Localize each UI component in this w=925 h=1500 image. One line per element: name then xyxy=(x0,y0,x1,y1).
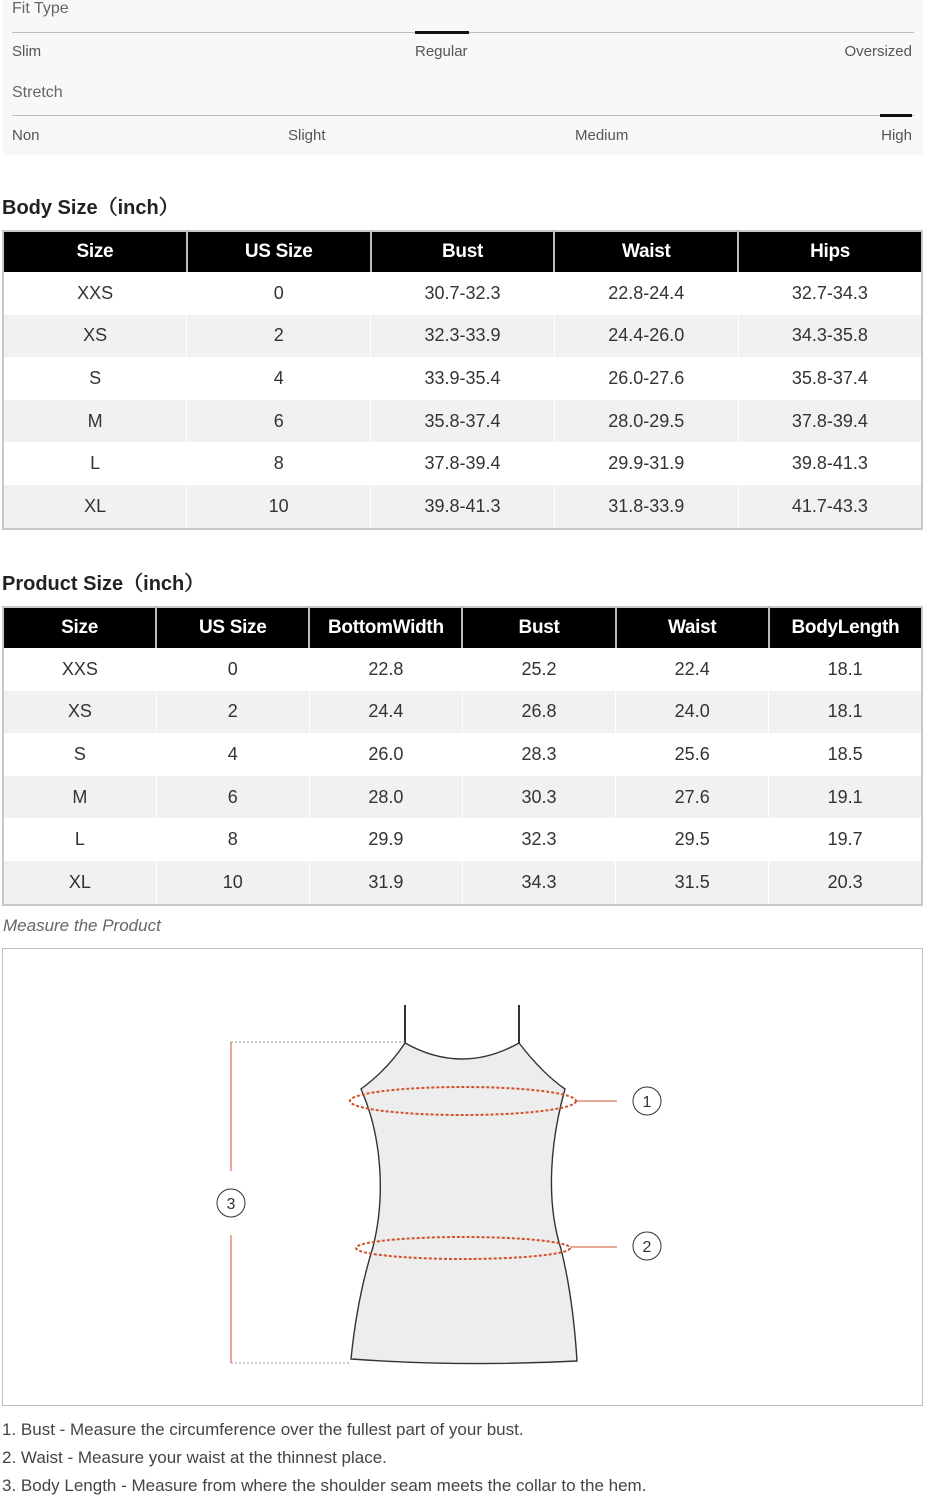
table-cell: 24.0 xyxy=(616,691,769,734)
stretch-marker xyxy=(880,114,912,117)
table-cell: 22.8-24.4 xyxy=(554,272,738,315)
column-header: Bust xyxy=(462,607,615,648)
table-cell: 2 xyxy=(187,315,371,358)
table-row xyxy=(3,776,922,819)
fit-stretch-panel xyxy=(2,0,923,155)
table-row xyxy=(3,733,922,776)
table-cell: 31.5 xyxy=(616,861,769,905)
table-cell: 28.0 xyxy=(309,776,462,819)
table-cell: 32.7-34.3 xyxy=(738,272,922,315)
table-cell: 29.9 xyxy=(309,818,462,861)
table-cell: 39.8-41.3 xyxy=(738,442,922,485)
table-cell: 28.0-29.5 xyxy=(554,400,738,443)
table-cell: 18.1 xyxy=(769,648,922,691)
callout-2-label: 2 xyxy=(642,1239,652,1256)
table-cell: 32.3-33.9 xyxy=(371,315,555,358)
table-cell: 29.5 xyxy=(616,818,769,861)
table-cell: 20.3 xyxy=(769,861,922,905)
column-header: Hips xyxy=(738,231,922,272)
product-size-title: Product Size（inch） xyxy=(2,573,205,595)
table-cell: 24.4 xyxy=(309,691,462,734)
body-size-table xyxy=(2,230,923,530)
callout-1-label: 1 xyxy=(642,1094,652,1111)
column-header: BottomWidth xyxy=(309,607,462,648)
note-body-length: 3. Body Length - Measure from where the shoulder seam meets the collar to the hem. xyxy=(2,1476,647,1495)
table-cell: XS xyxy=(3,691,156,734)
table-cell: 22.8 xyxy=(309,648,462,691)
stretch-option-medium: Medium xyxy=(575,127,629,144)
table-cell: L xyxy=(3,442,187,485)
table-cell: 37.8-39.4 xyxy=(738,400,922,443)
product-size-table xyxy=(2,606,923,906)
column-header: Size xyxy=(3,231,187,272)
table-cell: 34.3-35.8 xyxy=(738,315,922,358)
table-cell: 6 xyxy=(187,400,371,443)
table-cell: 8 xyxy=(187,442,371,485)
table-cell: XL xyxy=(3,485,187,529)
table-cell: 32.3 xyxy=(462,818,615,861)
column-header: US Size xyxy=(187,231,371,272)
table-cell: XL xyxy=(3,861,156,905)
table-cell: 10 xyxy=(156,861,309,905)
measure-diagram xyxy=(2,948,923,1406)
table-cell: 26.0-27.6 xyxy=(554,357,738,400)
column-header: Bust xyxy=(371,231,555,272)
table-cell: M xyxy=(3,400,187,443)
table-row xyxy=(3,272,922,315)
table-cell: 39.8-41.3 xyxy=(371,485,555,529)
table-cell: S xyxy=(3,357,187,400)
table-cell: 0 xyxy=(187,272,371,315)
stretch-title: Stretch xyxy=(12,84,63,101)
table-cell: 19.7 xyxy=(769,818,922,861)
table-cell: 4 xyxy=(187,357,371,400)
table-cell: 22.4 xyxy=(616,648,769,691)
table-cell: XXS xyxy=(3,272,187,315)
tank-top-illustration xyxy=(3,949,922,1405)
table-row xyxy=(3,442,922,485)
table-cell: 4 xyxy=(156,733,309,776)
table-cell: 34.3 xyxy=(462,861,615,905)
table-cell: 18.5 xyxy=(769,733,922,776)
table-row xyxy=(3,818,922,861)
table-row xyxy=(3,485,922,529)
table-cell: 26.8 xyxy=(462,691,615,734)
column-header: US Size xyxy=(156,607,309,648)
fit-option-regular: Regular xyxy=(415,43,468,60)
body-size-title: Body Size（inch） xyxy=(2,197,179,219)
table-cell: 30.3 xyxy=(462,776,615,819)
column-header: Waist xyxy=(554,231,738,272)
table-cell: 33.9-35.4 xyxy=(371,357,555,400)
table-cell: 19.1 xyxy=(769,776,922,819)
table-cell: 6 xyxy=(156,776,309,819)
column-header: BodyLength xyxy=(769,607,922,648)
table-cell: 31.9 xyxy=(309,861,462,905)
table-cell: 35.8-37.4 xyxy=(738,357,922,400)
table-cell: 2 xyxy=(156,691,309,734)
table-cell: 35.8-37.4 xyxy=(371,400,555,443)
table-row xyxy=(3,357,922,400)
table-cell: 24.4-26.0 xyxy=(554,315,738,358)
stretch-option-high: High xyxy=(881,127,912,144)
table-cell: M xyxy=(3,776,156,819)
table-cell: 41.7-43.3 xyxy=(738,485,922,529)
table-cell: S xyxy=(3,733,156,776)
table-cell: 29.9-31.9 xyxy=(554,442,738,485)
stretch-scale xyxy=(12,115,914,116)
table-cell: 30.7-32.3 xyxy=(371,272,555,315)
fit-option-oversized: Oversized xyxy=(844,43,912,60)
table-cell: 28.3 xyxy=(462,733,615,776)
stretch-option-slight: Slight xyxy=(288,127,326,144)
table-cell: 18.1 xyxy=(769,691,922,734)
table-row xyxy=(3,315,922,358)
table-cell: L xyxy=(3,818,156,861)
column-header: Waist xyxy=(616,607,769,648)
stretch-option-non: Non xyxy=(12,127,40,144)
fit-type-title: Fit Type xyxy=(12,0,69,17)
table-cell: 27.6 xyxy=(616,776,769,819)
column-header: Size xyxy=(3,607,156,648)
table-cell: XXS xyxy=(3,648,156,691)
table-cell: 25.2 xyxy=(462,648,615,691)
table-cell: 37.8-39.4 xyxy=(371,442,555,485)
table-cell: XS xyxy=(3,315,187,358)
fit-option-slim: Slim xyxy=(12,43,42,60)
table-cell: 10 xyxy=(187,485,371,529)
table-row xyxy=(3,691,922,734)
table-cell: 26.0 xyxy=(309,733,462,776)
measure-caption: Measure the Product xyxy=(3,916,161,935)
table-cell: 8 xyxy=(156,818,309,861)
table-cell: 0 xyxy=(156,648,309,691)
table-cell: 25.6 xyxy=(616,733,769,776)
table-cell: 31.8-33.9 xyxy=(554,485,738,529)
callout-3-label: 3 xyxy=(226,1196,236,1213)
note-waist: 2. Waist - Measure your waist at the thinnest place. xyxy=(2,1448,387,1467)
table-row xyxy=(3,400,922,443)
note-bust: 1. Bust - Measure the circumference over the fullest part of your bust. xyxy=(2,1420,524,1439)
table-row xyxy=(3,648,922,691)
table-row xyxy=(3,861,922,905)
fit-type-marker xyxy=(415,31,469,34)
